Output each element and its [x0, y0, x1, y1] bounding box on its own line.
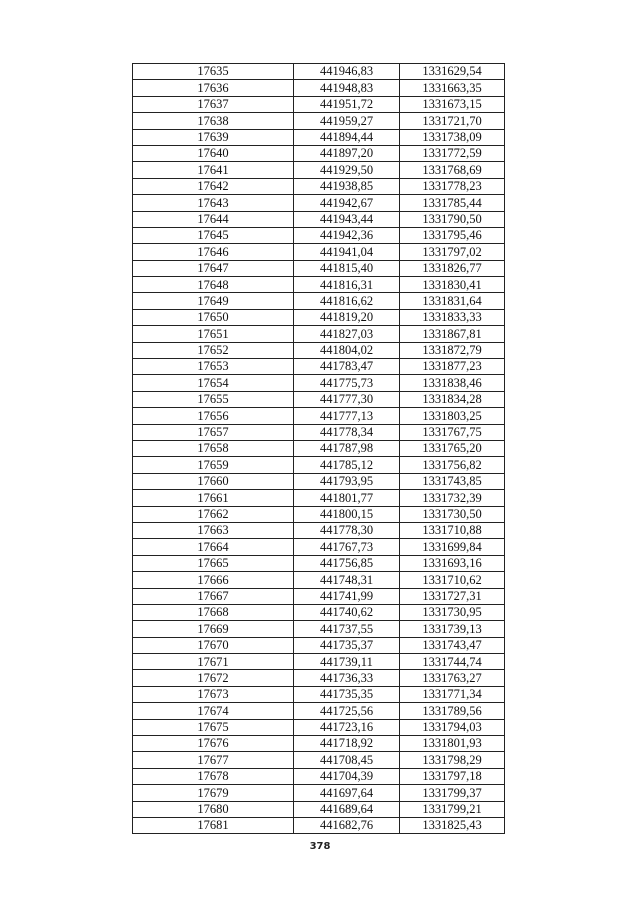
table-row — [133, 801, 505, 817]
table-row — [133, 80, 505, 96]
table-row — [133, 96, 505, 112]
table-row — [133, 736, 505, 752]
table-row — [133, 473, 505, 489]
point-number-cell: 17638 — [133, 113, 294, 129]
x-coordinate-cell: 441815,40 — [294, 260, 400, 276]
table-row — [133, 457, 505, 473]
point-number-cell: 17662 — [133, 506, 294, 522]
y-coordinate-cell: 1331834,28 — [400, 391, 505, 407]
x-coordinate-cell: 441735,37 — [294, 637, 400, 653]
y-coordinate-cell: 1331797,02 — [400, 244, 505, 260]
y-coordinate-cell: 1331744,74 — [400, 654, 505, 670]
y-coordinate-cell: 1331838,46 — [400, 375, 505, 391]
point-number-cell: 17679 — [133, 785, 294, 801]
coordinates-table-body — [133, 64, 505, 834]
table-row — [133, 211, 505, 227]
y-coordinate-cell: 1331629,54 — [400, 64, 505, 80]
x-coordinate-cell: 441748,31 — [294, 572, 400, 588]
x-coordinate-cell: 441804,02 — [294, 342, 400, 358]
table-row — [133, 555, 505, 571]
y-coordinate-cell: 1331743,47 — [400, 637, 505, 653]
x-coordinate-cell: 441740,62 — [294, 604, 400, 620]
y-coordinate-cell: 1331673,15 — [400, 96, 505, 112]
x-coordinate-cell: 441723,16 — [294, 719, 400, 735]
point-number-cell: 17641 — [133, 162, 294, 178]
table-row — [133, 539, 505, 555]
y-coordinate-cell: 1331826,77 — [400, 260, 505, 276]
y-coordinate-cell: 1331663,35 — [400, 80, 505, 96]
point-number-cell: 17639 — [133, 129, 294, 145]
point-number-cell: 17640 — [133, 145, 294, 161]
y-coordinate-cell: 1331799,37 — [400, 785, 505, 801]
x-coordinate-cell: 441778,30 — [294, 522, 400, 538]
y-coordinate-cell: 1331768,69 — [400, 162, 505, 178]
table-row — [133, 424, 505, 440]
table-row — [133, 637, 505, 653]
x-coordinate-cell: 441787,98 — [294, 440, 400, 456]
point-number-cell: 17653 — [133, 359, 294, 375]
y-coordinate-cell: 1331825,43 — [400, 817, 505, 833]
point-number-cell: 17664 — [133, 539, 294, 555]
table-row — [133, 506, 505, 522]
y-coordinate-cell: 1331756,82 — [400, 457, 505, 473]
y-coordinate-cell: 1331767,75 — [400, 424, 505, 440]
point-number-cell: 17642 — [133, 178, 294, 194]
y-coordinate-cell: 1331730,50 — [400, 506, 505, 522]
y-coordinate-cell: 1331790,50 — [400, 211, 505, 227]
x-coordinate-cell: 441775,73 — [294, 375, 400, 391]
table-row — [133, 260, 505, 276]
table-row — [133, 326, 505, 342]
table-row — [133, 227, 505, 243]
point-number-cell: 17661 — [133, 490, 294, 506]
x-coordinate-cell: 441959,27 — [294, 113, 400, 129]
x-coordinate-cell: 441737,55 — [294, 621, 400, 637]
x-coordinate-cell: 441736,33 — [294, 670, 400, 686]
y-coordinate-cell: 1331771,34 — [400, 686, 505, 702]
point-number-cell: 17657 — [133, 424, 294, 440]
x-coordinate-cell: 441948,83 — [294, 80, 400, 96]
coordinates-table — [132, 63, 505, 834]
x-coordinate-cell: 441708,45 — [294, 752, 400, 768]
point-number-cell: 17635 — [133, 64, 294, 80]
point-number-cell: 17659 — [133, 457, 294, 473]
x-coordinate-cell: 441689,64 — [294, 801, 400, 817]
point-number-cell: 17644 — [133, 211, 294, 227]
x-coordinate-cell: 441816,62 — [294, 293, 400, 309]
point-number-cell: 17646 — [133, 244, 294, 260]
y-coordinate-cell: 1331721,70 — [400, 113, 505, 129]
y-coordinate-cell: 1331699,84 — [400, 539, 505, 555]
point-number-cell: 17654 — [133, 375, 294, 391]
y-coordinate-cell: 1331799,21 — [400, 801, 505, 817]
table-row — [133, 719, 505, 735]
y-coordinate-cell: 1331738,09 — [400, 129, 505, 145]
point-number-cell: 17681 — [133, 817, 294, 833]
y-coordinate-cell: 1331872,79 — [400, 342, 505, 358]
y-coordinate-cell: 1331831,64 — [400, 293, 505, 309]
table-row — [133, 195, 505, 211]
point-number-cell: 17663 — [133, 522, 294, 538]
point-number-cell: 17656 — [133, 408, 294, 424]
point-number-cell: 17677 — [133, 752, 294, 768]
x-coordinate-cell: 441827,03 — [294, 326, 400, 342]
point-number-cell: 17652 — [133, 342, 294, 358]
table-row — [133, 768, 505, 784]
x-coordinate-cell: 441801,77 — [294, 490, 400, 506]
x-coordinate-cell: 441777,13 — [294, 408, 400, 424]
point-number-cell: 17655 — [133, 391, 294, 407]
point-number-cell: 17678 — [133, 768, 294, 784]
x-coordinate-cell: 441725,56 — [294, 703, 400, 719]
table-row — [133, 178, 505, 194]
x-coordinate-cell: 441946,83 — [294, 64, 400, 80]
table-row — [133, 162, 505, 178]
table-row — [133, 342, 505, 358]
x-coordinate-cell: 441778,34 — [294, 424, 400, 440]
point-number-cell: 17675 — [133, 719, 294, 735]
y-coordinate-cell: 1331803,25 — [400, 408, 505, 424]
table-row — [133, 703, 505, 719]
table-row — [133, 391, 505, 407]
y-coordinate-cell: 1331727,31 — [400, 588, 505, 604]
table-row — [133, 113, 505, 129]
table-row — [133, 64, 505, 80]
point-number-cell: 17667 — [133, 588, 294, 604]
x-coordinate-cell: 441942,36 — [294, 227, 400, 243]
table-row — [133, 686, 505, 702]
table-row — [133, 359, 505, 375]
table-row — [133, 244, 505, 260]
table-row — [133, 309, 505, 325]
point-number-cell: 17658 — [133, 440, 294, 456]
x-coordinate-cell: 441785,12 — [294, 457, 400, 473]
point-number-cell: 17649 — [133, 293, 294, 309]
table-row — [133, 654, 505, 670]
x-coordinate-cell: 441741,99 — [294, 588, 400, 604]
x-coordinate-cell: 441739,11 — [294, 654, 400, 670]
x-coordinate-cell: 441942,67 — [294, 195, 400, 211]
x-coordinate-cell: 441793,95 — [294, 473, 400, 489]
y-coordinate-cell: 1331877,23 — [400, 359, 505, 375]
point-number-cell: 17651 — [133, 326, 294, 342]
table-row — [133, 572, 505, 588]
point-number-cell: 17648 — [133, 277, 294, 293]
y-coordinate-cell: 1331765,20 — [400, 440, 505, 456]
point-number-cell: 17676 — [133, 736, 294, 752]
point-number-cell: 17680 — [133, 801, 294, 817]
y-coordinate-cell: 1331795,46 — [400, 227, 505, 243]
point-number-cell: 17647 — [133, 260, 294, 276]
point-number-cell: 17668 — [133, 604, 294, 620]
table-row — [133, 375, 505, 391]
table-row — [133, 817, 505, 833]
y-coordinate-cell: 1331710,62 — [400, 572, 505, 588]
y-coordinate-cell: 1331830,41 — [400, 277, 505, 293]
point-number-cell: 17672 — [133, 670, 294, 686]
table-row — [133, 621, 505, 637]
y-coordinate-cell: 1331833,33 — [400, 309, 505, 325]
point-number-cell: 17650 — [133, 309, 294, 325]
x-coordinate-cell: 441767,73 — [294, 539, 400, 555]
x-coordinate-cell: 441777,30 — [294, 391, 400, 407]
point-number-cell: 17671 — [133, 654, 294, 670]
x-coordinate-cell: 441951,72 — [294, 96, 400, 112]
table-row — [133, 408, 505, 424]
x-coordinate-cell: 441800,15 — [294, 506, 400, 522]
table-row — [133, 604, 505, 620]
point-number-cell: 17673 — [133, 686, 294, 702]
table-row — [133, 522, 505, 538]
point-number-cell: 17636 — [133, 80, 294, 96]
x-coordinate-cell: 441941,04 — [294, 244, 400, 260]
x-coordinate-cell: 441756,85 — [294, 555, 400, 571]
table-row — [133, 785, 505, 801]
y-coordinate-cell: 1331778,23 — [400, 178, 505, 194]
x-coordinate-cell: 441735,35 — [294, 686, 400, 702]
x-coordinate-cell: 441783,47 — [294, 359, 400, 375]
point-number-cell: 17670 — [133, 637, 294, 653]
point-number-cell: 17665 — [133, 555, 294, 571]
y-coordinate-cell: 1331798,29 — [400, 752, 505, 768]
x-coordinate-cell: 441897,20 — [294, 145, 400, 161]
page-number: 378 — [309, 841, 331, 852]
x-coordinate-cell: 441704,39 — [294, 768, 400, 784]
x-coordinate-cell: 441697,64 — [294, 785, 400, 801]
y-coordinate-cell: 1331785,44 — [400, 195, 505, 211]
x-coordinate-cell: 441929,50 — [294, 162, 400, 178]
y-coordinate-cell: 1331789,56 — [400, 703, 505, 719]
point-number-cell: 17660 — [133, 473, 294, 489]
point-number-cell: 17637 — [133, 96, 294, 112]
table-row — [133, 752, 505, 768]
y-coordinate-cell: 1331743,85 — [400, 473, 505, 489]
point-number-cell: 17643 — [133, 195, 294, 211]
x-coordinate-cell: 441894,44 — [294, 129, 400, 145]
x-coordinate-cell: 441819,20 — [294, 309, 400, 325]
x-coordinate-cell: 441938,85 — [294, 178, 400, 194]
y-coordinate-cell: 1331797,18 — [400, 768, 505, 784]
point-number-cell: 17645 — [133, 227, 294, 243]
x-coordinate-cell: 441943,44 — [294, 211, 400, 227]
table-row — [133, 670, 505, 686]
x-coordinate-cell: 441718,92 — [294, 736, 400, 752]
table-row — [133, 490, 505, 506]
y-coordinate-cell: 1331710,88 — [400, 522, 505, 538]
table-row — [133, 293, 505, 309]
y-coordinate-cell: 1331801,93 — [400, 736, 505, 752]
table-row — [133, 129, 505, 145]
table-row — [133, 588, 505, 604]
point-number-cell: 17666 — [133, 572, 294, 588]
y-coordinate-cell: 1331739,13 — [400, 621, 505, 637]
y-coordinate-cell: 1331732,39 — [400, 490, 505, 506]
y-coordinate-cell: 1331730,95 — [400, 604, 505, 620]
y-coordinate-cell: 1331693,16 — [400, 555, 505, 571]
y-coordinate-cell: 1331772,59 — [400, 145, 505, 161]
y-coordinate-cell: 1331867,81 — [400, 326, 505, 342]
point-number-cell: 17674 — [133, 703, 294, 719]
table-row — [133, 145, 505, 161]
table-row — [133, 440, 505, 456]
y-coordinate-cell: 1331794,03 — [400, 719, 505, 735]
table-row — [133, 277, 505, 293]
x-coordinate-cell: 441816,31 — [294, 277, 400, 293]
point-number-cell: 17669 — [133, 621, 294, 637]
y-coordinate-cell: 1331763,27 — [400, 670, 505, 686]
x-coordinate-cell: 441682,76 — [294, 817, 400, 833]
